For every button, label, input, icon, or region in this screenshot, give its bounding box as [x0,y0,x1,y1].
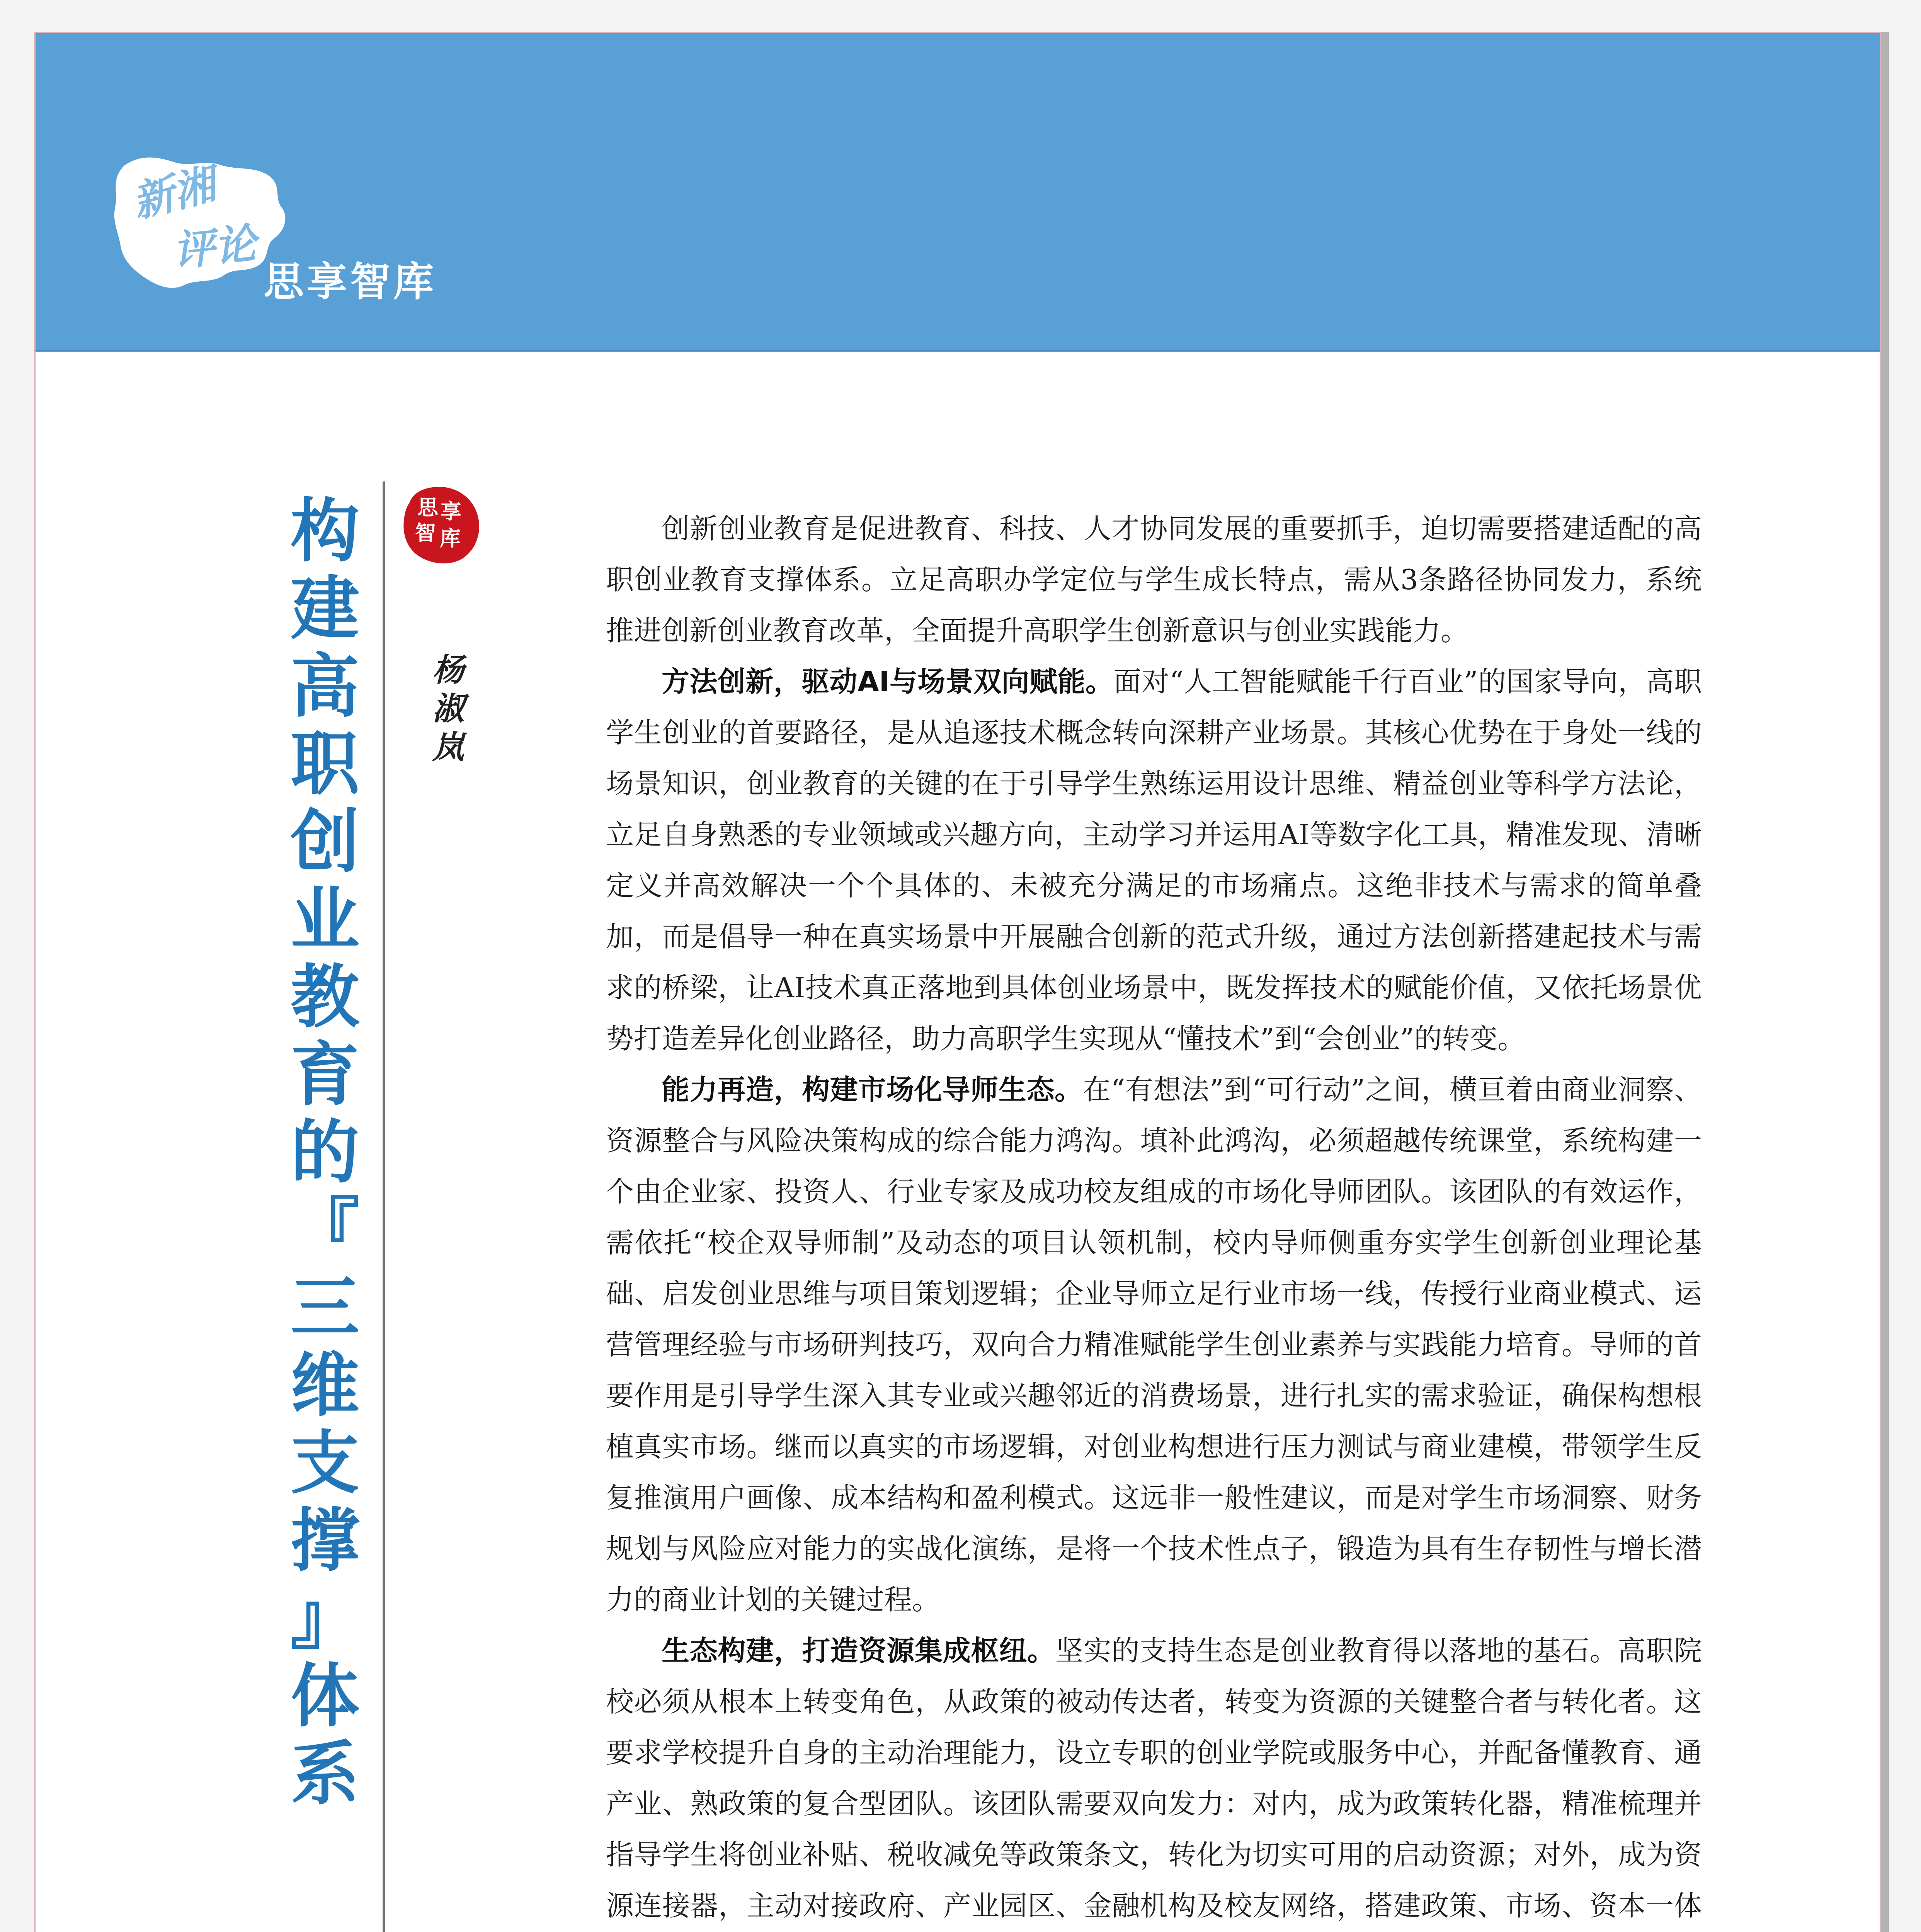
title-divider [383,481,385,1932]
article-paragraph-4 [606,1625,1702,1932]
paragraph-4-lead: 生态构建，打造资源集成枢纽。 [662,1634,1055,1667]
paragraph-4-text: 坚实的支持生态是创业教育得以落地的基石。高职院校必须从根本上转变角色，从政策的被动传达者，转变为资源的关键整合者与转化者。这要求学校提升自身的主动治理能力，设立专职的创业学院或服务中心，并配备懂教育、通产业、熟政策的复合型团队。该团队需要双向发力：对内，成为政策转化器，精准梳理并指导学生将创业补贴、税收减免等政策条文，转化为切实可用的启动资源；对外，成为资源连接器，主动对接政府、产业园区、金融机构及校友网络，搭建政策、市场、资本一体 [606,1634,1702,1922]
seal-char-4: 库 [440,526,461,551]
author-name: 杨 淑 岚 [432,651,464,766]
logo-text-top: 新湘 [127,160,220,227]
magazine-page [34,32,1881,1932]
logo-text-bottom: 评论 [170,219,259,276]
thinktank-seal-icon [399,481,484,566]
seal-char-3: 智 [415,520,436,545]
article-body [606,503,1702,1932]
seal-char-1: 思 [417,495,438,520]
header-band [36,33,1880,352]
article-paragraph-3 [606,1064,1702,1625]
seal-char-2: 享 [441,499,461,524]
section-label: 思享智库 [264,260,437,304]
article-paragraph-2 [606,656,1702,1064]
article-paragraph-1 [606,503,1702,656]
article-title: 构 建 高 职 创 业 教 育 的 『 三 维 支 撑 』 体 系 [291,491,359,1814]
paragraph-3-lead: 能力再造，构建市场化导师生态。 [662,1073,1083,1106]
paragraph-2-text: 面对“人工智能赋能千行百业”的国家导向，高职学生创业的首要路径，是从追逐技术概念转向深耕产业场景。其核心优势在于身处一线的场景知识，创业教育的关键的在于引导学生熟练运用设计思维、精益创业等科学方法论，立足自身熟悉的专业领域或兴趣方向，主动学习并运用AI等数字化工具，精准发现、清晰定义并高效解决一个个具体的、未被充分满足的市场痛点。这绝非技术与需求的简单叠加，而是倡导一种在真实场景中开展融合创新的范式升级，通过方法创新搭建起技术与需求的桥梁，让AI技术真正落地到具体创业场景中，既发挥技术的赋能价值，又依托场景优势打造差异化创业路径，助力高职学生实现从“懂技术”到“会创业”的转变。 [606,665,1702,1055]
paragraph-1-text: 创新创业教育是促进教育、科技、人才协同发展的重要抓手，迫切需要搭建适配的高职创业教育支撑体系。立足高职办学定位与学生成长特点，需从3条路径协同发力，系统推进创新创业教育改革，全面提升高职学生创新意识与创业实践能力。 [606,512,1702,647]
paragraph-2-lead: 方法创新，驱动AI与场景双向赋能。 [662,665,1114,698]
paragraph-3-text: 在“有想法”到“可行动”之间，横亘着由商业洞察、资源整合与风险决策构成的综合能力鸿沟。填补此鸿沟，必须超越传统课堂，系统构建一个由企业家、投资人、行业专家及成功校友组成的市场化导师团队。该团队的有效运作，需依托“校企双导师制”及动态的项目认领机制，校内导师侧重夯实学生创新创业理论基础、启发创业思维与项目策划逻辑；企业导师立足行业市场一线，传授行业商业模式、运营管理经验与市场研判技巧，双向合力精准赋能学生创业素养与实践能力培育。导师的首要作用是引导学生深入其专业或兴趣邻近的消费场景，进行扎实的需求验证，确保构想根植真实市场。继而以真实的市场逻辑，对创业构想进行压力测试与商业建模，带领学生反复推演用户画像、成本结构和盈利模式。这远非一般性建议，而是对学生市场洞察、财务规划与风险应对能力的实战化演练，是将一个技术性点子，锻造为具有生存韧性与增长潜力的商业计划的关键过程。 [606,1073,1702,1616]
